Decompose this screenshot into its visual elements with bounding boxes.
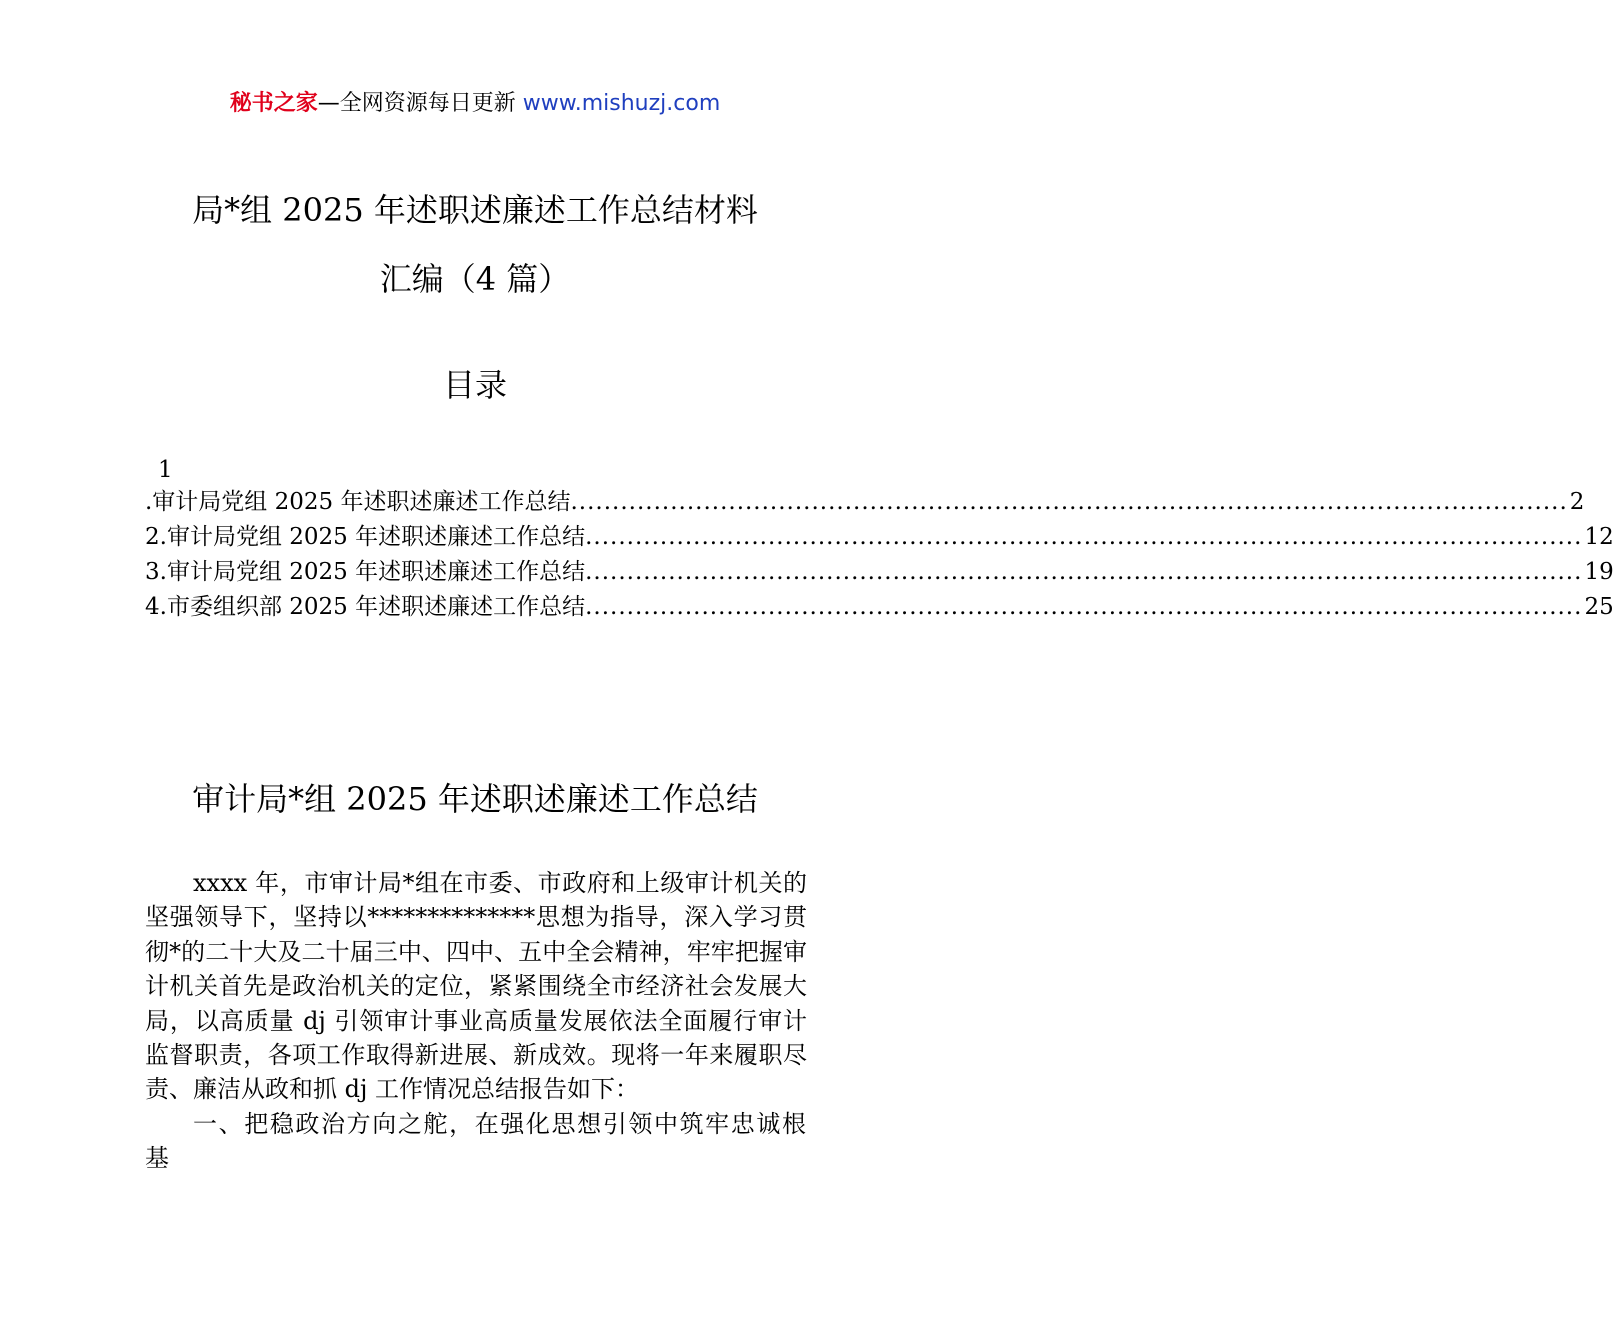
toc-entry[interactable] <box>145 590 1614 625</box>
toc-entry[interactable] <box>145 520 1614 555</box>
toc-entry-page: 25 <box>1584 594 1614 620</box>
toc-entry-label: .审计局党组 2025 年述职述廉述工作总结 <box>145 489 571 515</box>
table-of-contents <box>145 455 1614 625</box>
document-title-line2: 汇编（4 篇） <box>379 260 571 298</box>
toc-entry-page: 19 <box>1584 559 1614 585</box>
toc-entry-label: 2.审计局党组 2025 年述职述廉述工作总结 <box>145 524 586 550</box>
body-text <box>145 866 807 1176</box>
toc-entry[interactable] <box>145 555 1614 590</box>
section-title: 审计局*组 2025 年述职述廉述工作总结 <box>192 780 758 818</box>
toc-entry-label: 3.审计局党组 2025 年述职述廉述工作总结 <box>145 559 586 585</box>
toc-leader-dots: ........................................................................................................................ <box>585 594 1583 620</box>
subsection-heading: 一、把稳政治方向之舵，在强化思想引领中筑牢忠诚根基 <box>145 1109 807 1173</box>
toc-entry-page: 2 <box>1569 489 1585 515</box>
document-title-line1: 局*组 2025 年述职述廉述工作总结材料 <box>192 191 758 229</box>
site-header <box>0 88 950 120</box>
site-url[interactable]: www.mishuzj.com <box>522 91 721 116</box>
header-slogan: —全网资源每日更新 <box>317 91 523 116</box>
brand-name: 秘书之家 <box>229 91 318 116</box>
toc-leader-dots: ........................................................................................................................ <box>570 489 1568 515</box>
body-paragraph: xxxx 年，市审计局*组在市委、市政府和上级审计机关的坚强领导下，坚持以**************思想为指导，深入学习贯彻*的二十大及二十届三中、四中、五中全会精神，牢牢把握审计机关首先是政治机关的定位，紧紧围绕全市经济社会发展大局，以高质量 dj 引领审计事业高质量发展依法全面履行审计监督职责，各项工作取得新进展、新成效。现将一年来履职尽责、廉洁从政和抓 dj 工作情况总结报告如下： <box>145 869 807 1104</box>
toc-entry-label: 4.市委组织部 2025 年述职述廉述工作总结 <box>145 594 586 620</box>
toc-heading: 目录 <box>442 366 507 404</box>
toc-leader-dots: ........................................................................................................................ <box>585 559 1583 585</box>
toc-entry-page: 12 <box>1584 524 1614 550</box>
toc-first-number: 1 <box>158 457 173 483</box>
toc-leader-dots: ........................................................................................................................ <box>585 524 1583 550</box>
toc-entry[interactable] <box>145 485 1585 520</box>
